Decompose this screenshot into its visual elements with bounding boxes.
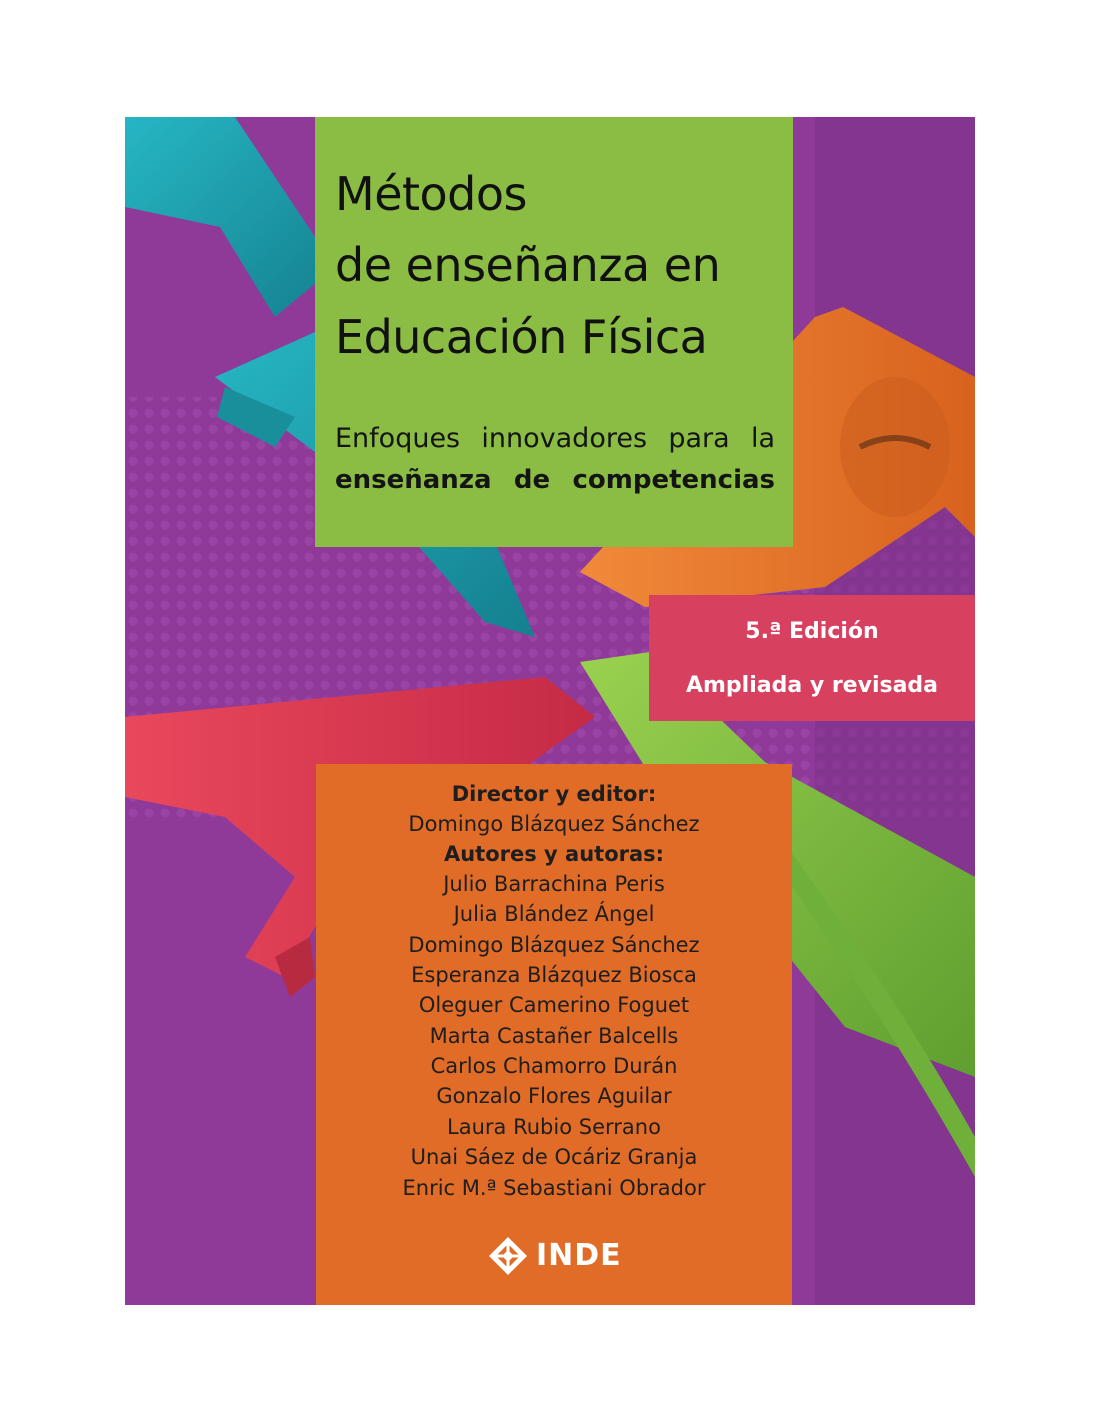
author-item: Julia Blández Ángel <box>453 902 655 926</box>
book-title-line-3: Educación Física <box>335 310 708 364</box>
author-item: Esperanza Blázquez Biosca <box>411 963 697 987</box>
book-title-line-1: Métodos <box>335 167 527 221</box>
book-cover <box>125 117 975 1305</box>
author-item: Gonzalo Flores Aguilar <box>436 1084 672 1108</box>
author-item: Julio Barrachina Peris <box>443 872 665 896</box>
edition-note: Ampliada y revisada <box>685 673 939 698</box>
director-name: Domingo Blázquez Sánchez <box>408 812 700 836</box>
subtitle-line-2: enseñanza de competencias <box>335 465 775 495</box>
credits-panel <box>316 764 792 1305</box>
author-item: Marta Castañer Balcells <box>429 1024 679 1048</box>
edition-number: 5.ª Edición <box>745 619 879 644</box>
director-heading: Director y editor: <box>451 782 657 806</box>
swimmer-photo-tint <box>840 377 950 517</box>
author-item: Unai Sáez de Ocáriz Granja <box>410 1145 698 1169</box>
subtitle-line-1: Enfoques innovadores para la <box>335 423 775 454</box>
author-item: Enric M.ª Sebastiani Obrador <box>402 1176 706 1200</box>
author-item: Oleguer Camerino Foguet <box>418 993 690 1017</box>
book-title-line-2: de enseñanza en <box>335 238 721 292</box>
publisher-logo <box>488 1234 628 1278</box>
title-panel <box>315 117 793 547</box>
edition-panel <box>649 595 975 721</box>
author-item: Domingo Blázquez Sánchez <box>408 933 700 957</box>
author-item: Laura Rubio Serrano <box>447 1115 661 1139</box>
authors-heading: Autores y autoras: <box>443 842 665 866</box>
publisher-name: INDE <box>536 1238 622 1273</box>
diamond-lattice-logo-icon <box>488 1236 528 1276</box>
author-item: Carlos Chamorro Durán <box>430 1054 678 1078</box>
